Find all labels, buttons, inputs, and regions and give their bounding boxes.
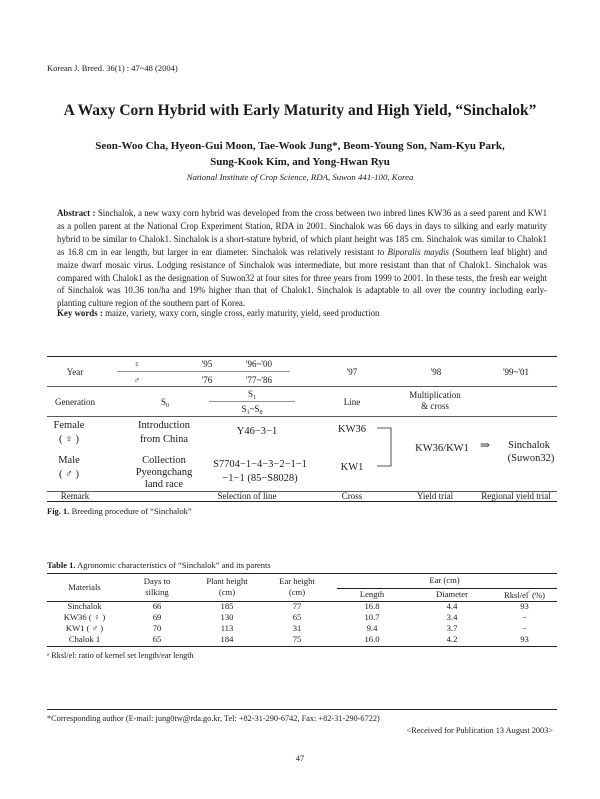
paper-title: A Waxy Corn Hybrid with Early Maturity and High Yield, “Sinchalok” xyxy=(63,102,537,119)
table-caption xyxy=(47,560,271,570)
keywords-text: maize, variety, waxy corn, single cross, early maturity, yield, seed production xyxy=(102,308,380,318)
fig-s7704-line2: −1−1 (85−S8028) xyxy=(222,473,298,484)
figure-caption-text: Breeding procedure of “Sinchalok” xyxy=(69,506,192,516)
affiliation: National Institute of Crop Science, RDA, Suwon 441-100, Korea xyxy=(186,172,414,182)
keywords xyxy=(57,308,547,318)
fig-year-97: '97 xyxy=(346,367,358,377)
th-materials: Materials xyxy=(68,581,101,592)
fig-s7704-line1: S7704−1−4−3−2−1−1 xyxy=(213,459,307,470)
th-length: Length xyxy=(359,589,385,599)
fig-generation-label: Generation xyxy=(55,397,95,407)
fig-year-99-01: '99~'01 xyxy=(502,367,530,377)
fig-female-label: Female xyxy=(53,420,85,431)
breeding-procedure-diagram xyxy=(47,356,557,502)
fig-male-symbol-paren: ( ♂ ) xyxy=(58,469,80,480)
table-caption-text: Agronomic characteristics of “Sinchalok” and its parents xyxy=(75,560,271,570)
fig-pyeongchang: Pyeongchang xyxy=(135,467,193,478)
abstract-italic-species: Biporalis maydis xyxy=(387,246,449,257)
fig-year-label: Year xyxy=(66,367,84,377)
figure-caption xyxy=(47,506,192,516)
fig-from-china: from China xyxy=(139,434,189,445)
fig-kw1: KW1 xyxy=(340,462,364,473)
fig-y46: Y46−3−1 xyxy=(236,426,278,437)
keywords-label: Key words : xyxy=(57,308,103,318)
fig-year-98: '98 xyxy=(430,367,442,377)
abstract-text-2: (Southern leaf blight) and maize dwarf mosaic virus. Lodging resistance of Sinchalok was intermediate, but more resistant than that of Chalok1. Sinchalok was compared with Chalok1 as the designation of Suwon32 at four sites for three years from 1999 to 2001. In these tests, the fresh ear weight of Sinchalok was 10.36 ton/ha and 19% higher than that of Chalok1. Sinchalok is adaptable to all over the country including early-planting culture region of the southern part of Korea. xyxy=(57,246,548,309)
fig-regional-yield-trial: Regional yield trial xyxy=(481,491,551,501)
journal-reference: Korean J. Breed. 36(1) : 47~48 (2004) xyxy=(47,63,178,73)
th-ear-group: Ear (cm) xyxy=(429,575,460,585)
breeding-procedure-figure xyxy=(47,356,557,502)
footnote-rule xyxy=(47,709,557,710)
table-row: Sinchalok 66 185 77 16.8 4.4 93 xyxy=(67,601,529,611)
fig-introduction: Introduction xyxy=(138,420,190,431)
fig-year-96-00: '96~'00 xyxy=(245,359,273,369)
abstract-label: Abstract : xyxy=(57,208,96,218)
author-list xyxy=(0,138,600,170)
fig-cross: Cross xyxy=(341,491,363,501)
th-ear-height: Ear height (cm) xyxy=(279,576,315,597)
fig-remark: Remark xyxy=(60,491,90,501)
fig-s1: $S_1$ xyxy=(247,389,257,401)
fig-kw36-kw1: KW36/KW1 xyxy=(415,443,469,454)
agronomic-table xyxy=(47,573,557,645)
table-row: KW36 ( ♀ ) 69 130 65 10.7 3.4 − xyxy=(63,612,527,622)
fig-year-95: '95 xyxy=(201,359,213,369)
fig-male-label: Male xyxy=(58,455,80,466)
authors-line-2: Sung-Kook Kim, and Yong-Hwan Ryu xyxy=(210,156,390,168)
fig-collection: Collection xyxy=(142,455,186,466)
authors-line-1: Seon-Woo Cha, Hyeon-Gui Moon, Tae-Wook Jung*, Beom-Young Son, Nam-Kyu Park, xyxy=(95,140,505,152)
fig-yield-trial: Yield trial xyxy=(416,491,454,501)
fig-year-77-86: '77~'86 xyxy=(245,375,273,385)
received-date: <Received for Publication 13 August 2003> xyxy=(406,726,553,735)
abstract-text-1: Sinchalok, a new waxy corn hybrid was developed from the cross between two inbred lines KW36 as a seed parent and KW1 as a pollen parent at the National Crop Experiment Station, RDA in 2001. Sinchalok was 66 days in days to silking and early maturity hybrid to be similar to Chalok1. Sinchalok is a short-stature hybrid, of which plant height was 185 cm. Sinchalok was similar to Chalok1 as 16.8 cm in ear length, but larger in ear diameter. Sinchalok was relatively resistant to xyxy=(57,208,548,257)
table-bottom-rule xyxy=(47,646,557,647)
fig-sinchalok: Sinchalok xyxy=(508,440,550,451)
corresponding-author: *Corresponding author (E-mail: jung0tw@rda.go.kr, Tel: +82-31-290-6742, Fax: +82-31-290-6722) xyxy=(47,714,380,723)
th-plant-height: Plant height (cm) xyxy=(206,576,248,597)
fig-s0: $S_0$ xyxy=(160,397,170,409)
fig-year-76: '76 xyxy=(201,375,213,385)
figure-caption-label: Fig. 1. xyxy=(47,506,70,516)
th-days-to-silking: Days to silking xyxy=(143,576,171,597)
th-rksl-el: Rksl/$el^ᶻ$ (%) xyxy=(503,589,546,600)
fig-male-symbol: ♂ xyxy=(133,375,141,385)
fig-female-symbol-paren: ( ♀ ) xyxy=(58,434,80,445)
th-diameter: Diameter xyxy=(436,589,468,599)
table-caption-label: Table 1. xyxy=(47,560,76,570)
fig-line-label: Line xyxy=(343,397,361,407)
fig-arrow-icon: ⇒ xyxy=(479,438,491,452)
abstract xyxy=(57,207,547,310)
fig-selection-of-line: Selection of line xyxy=(217,491,277,501)
table-row: Chalok 1 65 184 75 16.0 4.2 93 xyxy=(68,634,529,644)
table-row: KW1 ( ♂ ) 70 113 31 9.4 3.7 − xyxy=(65,623,527,633)
table-footnote: ᶻ Rksl/el: ratio of kernel set length/ear length xyxy=(47,651,194,660)
fig-s1-s8: $S_1\sim S_8$ xyxy=(241,404,263,416)
fig-kw36: KW36 xyxy=(338,424,366,435)
fig-female-symbol: ♀ xyxy=(133,359,141,369)
fig-and-cross: & cross xyxy=(421,401,449,411)
fig-land-race: land race xyxy=(144,479,184,490)
fig-multiplication: Multiplication xyxy=(409,390,461,400)
page-number: 47 xyxy=(295,753,305,763)
fig-suwon32: (Suwon32) xyxy=(507,453,555,464)
